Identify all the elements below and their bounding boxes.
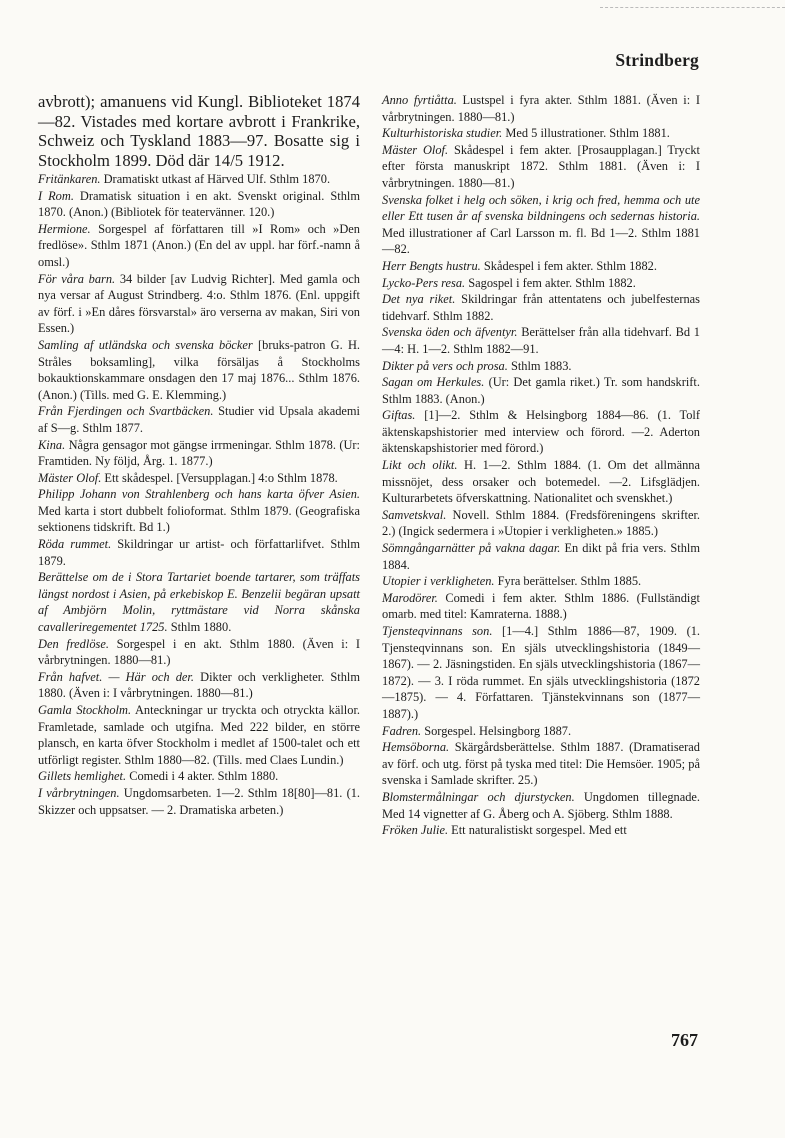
bibliography-entry xyxy=(38,437,360,470)
entry-title: Lycko-Pers resa. xyxy=(382,275,466,290)
bibliography-entry xyxy=(382,507,700,540)
entry-title: Den fredlöse. xyxy=(38,636,109,651)
entry-details: Ungdomen tillegnade. Med 14 vignetter af G. Åberg och A. Sjöberg. Sthlm 1888. xyxy=(382,789,700,821)
bibliography-entry xyxy=(38,636,360,669)
bibliography-entry xyxy=(382,623,700,723)
entry-title: Sömngångarnätter på vakna dagar. xyxy=(382,541,561,556)
bibliography-entry xyxy=(38,785,360,818)
left-entries-list xyxy=(38,171,360,818)
bibliography-entry xyxy=(382,92,700,125)
entry-title: Herr Bengts hustru. xyxy=(382,258,481,273)
entry-title: Samvetskval. xyxy=(382,507,447,522)
bibliography-entry xyxy=(382,789,700,822)
bibliography-entry xyxy=(382,258,700,275)
bibliography-entry xyxy=(38,403,360,436)
bibliography-entry xyxy=(382,822,700,839)
entry-details: En dikt på fria vers. Sthlm 1884. xyxy=(382,541,700,572)
entry-title: Gillets hemlighet. xyxy=(38,769,127,784)
entry-title: Berättelse om de i Stora Tartariet boende tartarer, som träffats längst nordost i Asien, på erkebiskop E. Benzelii begäran upsatt af Ambjörn Molin, ryttmästare vid Norra skånska cavalleriregementet 1725. xyxy=(38,570,360,635)
bibliography-entry xyxy=(382,590,700,623)
entry-title: Hermione. xyxy=(38,221,91,236)
entry-title: Det nya riket. xyxy=(382,292,456,307)
bibliography-entry xyxy=(38,337,360,403)
entry-details: Comedi i fem akter. Sthlm 1886. (Fullständigt omarb. med titel: Kamraterna. 1888.) xyxy=(382,590,700,622)
bibliography-entry xyxy=(38,569,360,635)
entry-details: [1—4.] Sthlm 1886—87, 1909. (1. Tjensteqvinnans son. En själs utvecklingshistoria (1849—1867). — 2. Jäsningstiden. En själs utvecklingshistoria (1867—1872). — 3. I röda rummet. En själs utvecklingshistoria (1872—1875). — 4. Författaren. Tjänstekvinnans son (1877—1887).) xyxy=(382,624,700,721)
left-column xyxy=(38,92,360,818)
entry-details: [bruks-patron G. H. Stråles boksamling], vilka försäljas å Stockholms bokauktionskammare onsdagen den 17 maj 1876... Sthlm 1876. (Anon.) (Tills. med G. E. Klemming.) xyxy=(38,337,361,402)
entry-title: Sagan om Herkules. xyxy=(382,375,485,390)
bibliography-entry xyxy=(38,768,360,785)
entry-details: Med 5 illustrationer. Sthlm 1881. xyxy=(502,126,670,141)
entry-title: Tjensteqvinnans son. xyxy=(382,624,493,638)
entry-details: Skildringar ur artist- och författarlifvet. Sthlm 1879. xyxy=(38,537,360,568)
bibliography-entry xyxy=(382,275,700,292)
entry-details: Dikter och verkligheter. Sthlm 1880. (Även i: I vårbrytningen. 1880—81.) xyxy=(38,669,360,701)
entry-details: Sthlm 1883. xyxy=(507,358,572,373)
entry-title: Fröken Julie. xyxy=(382,823,449,838)
entry-title: Hemsöborna. xyxy=(382,740,450,755)
bibliography-entry xyxy=(382,573,700,590)
bibliography-entry xyxy=(38,470,360,487)
entry-title: Fadren. xyxy=(382,723,422,738)
entry-details: Sagospel i fem akter. Sthlm 1882. xyxy=(465,275,636,290)
bibliography-entry xyxy=(382,457,700,507)
bibliography-entry xyxy=(38,188,360,221)
entry-details: Sthlm 1880. xyxy=(167,620,232,635)
entry-details: (Ur: Det gamla riket.) Tr. som handskrift. Sthlm 1883. (Anon.) xyxy=(382,375,700,406)
entry-title: Från hafvet. — Här och der. xyxy=(38,669,194,684)
entry-title: Philipp Johann von Strahlenberg och hans karta öfver Asien. xyxy=(38,487,360,502)
entry-details: Skådespel i fem akter. Sthlm 1882. xyxy=(480,258,657,273)
entry-title: Giftas. xyxy=(382,408,416,423)
entry-title: Mäster Olof. xyxy=(382,142,449,157)
bibliography-entry xyxy=(382,374,700,407)
entry-details: Lustspel i fyra akter. Sthlm 1881. (Även i: I vårbrytningen. 1880—81.) xyxy=(382,93,700,124)
entry-details: Skärgårdsberättelse. Sthlm 1887. (Dramatiserad av förf. och utg. först på tyska med titel: Die Hemsöer. 1905; på svenska i Samlade skrifter. 25.) xyxy=(382,740,700,788)
entry-title: I Rom. xyxy=(38,188,74,203)
entry-details: Comedi i 4 akter. Sthlm 1880. xyxy=(126,769,279,784)
entry-title: Mäster Olof. xyxy=(38,470,102,485)
entry-details: Fyra berättelser. Sthlm 1885. xyxy=(494,574,642,589)
entry-title: Kina. xyxy=(38,437,66,452)
bibliography-entry xyxy=(382,291,700,324)
bibliography-entry xyxy=(382,142,700,192)
entry-title: Från Fjerdingen och Svartbäcken. xyxy=(38,404,214,419)
entry-title: Blomstermålningar och djurstycken. xyxy=(382,789,575,804)
bibliography-entry xyxy=(38,221,360,271)
entry-details: Sorgespel af författaren till »I Rom» och »Den fredlöse». Sthlm 1871 (Anon.) (En del av uppl. har förf.-namn å omsl.) xyxy=(38,221,360,269)
right-entries-list xyxy=(382,92,700,839)
entry-title: Gamla Stockholm. xyxy=(38,703,132,717)
bibliography-entry xyxy=(382,540,700,573)
running-header: Strindberg xyxy=(615,50,699,70)
bibliography-entry xyxy=(382,723,700,740)
entry-details: Studier vid Upsala akademi af S—g. Sthlm 1877. xyxy=(38,404,360,435)
entry-title: För våra barn. xyxy=(38,271,116,286)
entry-details: Ungdomsarbeten. 1—2. Sthlm 18[80]—81. (1. Skizzer och uppsatser. — 2. Dramatiska arbeten.) xyxy=(38,785,360,817)
page-number: 767 xyxy=(671,1030,698,1050)
entry-details: Sorgespel i en akt. Sthlm 1880. (Även i: I vårbrytningen. 1880—81.) xyxy=(38,636,361,668)
entry-details: H. 1—2. Sthlm 1884. (1. Om det allmänna missnöjet, dess orsaker och botemedel. —2. Lifsglädjen. Kulturarbetets öfverskattning. Nationalitet och svenskhet.) xyxy=(382,458,700,506)
bibliography-entry xyxy=(38,171,360,188)
entry-details: Anteckningar ur tryckta och otryckta källor. Framletade, samlade och utgifna. Med 222 bilder, en större plansch, en karta öfver Stockholm i medlet af 1500-talet och ett utförligt register. Sthlm 1880—82. (Tills. med Claes Lundin.) xyxy=(38,703,360,767)
entry-details: Dramatisk situation i en akt. Svenskt original. Sthlm 1870. (Anon.) (Bibliotek för teatervänner. 120.) xyxy=(38,188,360,220)
entry-details: Ett naturalistiskt sorgespel. Med ett xyxy=(448,823,627,838)
entry-title: Dikter på vers och prosa. xyxy=(382,358,508,373)
bibliography-entry xyxy=(382,739,700,789)
entry-details: Skildringar från attentatens och jubelfesternas tidehvarf. Sthlm 1882. xyxy=(382,292,700,323)
bibliography-entry xyxy=(382,407,700,457)
bibliography-entry xyxy=(382,125,700,142)
bibliography-entry xyxy=(382,358,700,375)
entry-title: Röda rummet. xyxy=(38,537,112,552)
entry-title: Utopier i verkligheten. xyxy=(382,574,495,589)
entry-details: Med karta i stort dubbelt folioformat. Sthlm 1879. (Geografiska sektionens tidskrift. Bd 1.) xyxy=(38,503,360,535)
entry-title: Fritänkaren. xyxy=(38,172,101,186)
entry-details: [1]—2. Sthlm & Helsingborg 1884—86. (1. Tolf äktenskapshistorier med interview och förord. —2. Aderton äktenskapshistorier med förord.) xyxy=(382,408,700,456)
entry-title: Marodörer. xyxy=(382,590,438,605)
top-border-rule xyxy=(600,7,785,8)
entry-details: Ett skådespel. [Versupplagan.] 4:o Sthlm 1878. xyxy=(101,470,338,485)
bibliography-entry xyxy=(382,324,700,357)
bibliography-entry xyxy=(38,536,360,569)
entry-title: Likt och olikt. xyxy=(382,458,458,473)
bibliography-entry xyxy=(38,486,360,536)
entry-details: Några gensagor mot gängse irrmeningar. Sthlm 1878. (Ur: Framtiden. Ny följd, Årg. 1. 1877.) xyxy=(38,437,360,469)
entry-details: Berättelser från alla tidehvarf. Bd 1—4: H. 1—2. Sthlm 1882—91. xyxy=(382,325,700,356)
entry-details: Novell. Sthlm 1884. (Fredsföreningens skrifter. 2.) (Ingick sedermera i »Utopier i verkligheten.» 1885.) xyxy=(382,507,700,539)
entry-title: Samling af utländska och svenska böcker xyxy=(38,337,253,352)
entry-title: Kulturhistoriska studier. xyxy=(382,126,503,141)
entry-details: Sorgespel. Helsingborg 1887. xyxy=(421,723,572,738)
intro-paragraph: avbrott); amanuens vid Kungl. Biblioteket 1874—82. Vistades med kortare avbrott i Frankrike, Schweiz och Tyskland 1883—97. Bosatte sig i Stockholm 1899. Död där 14/5 1912. xyxy=(38,92,360,170)
entry-details: Skådespel i fem akter. [Prosaupplagan.] Tryckt efter första manuskript 1872. Sthlm 1881. (Även i: I vårbrytningen. 1880—81.) xyxy=(382,142,700,190)
entry-title: Svenska öden och äfventyr. xyxy=(382,325,518,340)
entry-details: 34 bilder [av Ludvig Richter]. Med gamla och nya versar af August Strindberg. 4:o. Sthlm 1876. (Enl. uppgift av förf. i »En dåres försvarstal» äro verserna av makan, Siri von Essen.) xyxy=(38,271,361,336)
bibliography-entry xyxy=(38,271,360,337)
bibliography-entry xyxy=(38,702,360,768)
bibliography-entry xyxy=(382,192,700,258)
entry-details: Med illustrationer af Carl Larsson m. fl. Bd 1—2. Sthlm 1881—82. xyxy=(382,225,700,257)
entry-title: Svenska folket i helg och söken, i krig och fred, hemma och ute eller Ett tusen år af svenska bildningens och sedernas historia. xyxy=(382,192,700,224)
entry-title: I vårbrytningen. xyxy=(38,785,120,800)
entry-title: Anno fyrtiåtta. xyxy=(382,93,457,107)
right-column xyxy=(382,92,700,839)
bibliography-entry xyxy=(38,669,360,702)
entry-details: Dramatiskt utkast af Härved Ulf. Sthlm 1870. xyxy=(100,172,331,186)
